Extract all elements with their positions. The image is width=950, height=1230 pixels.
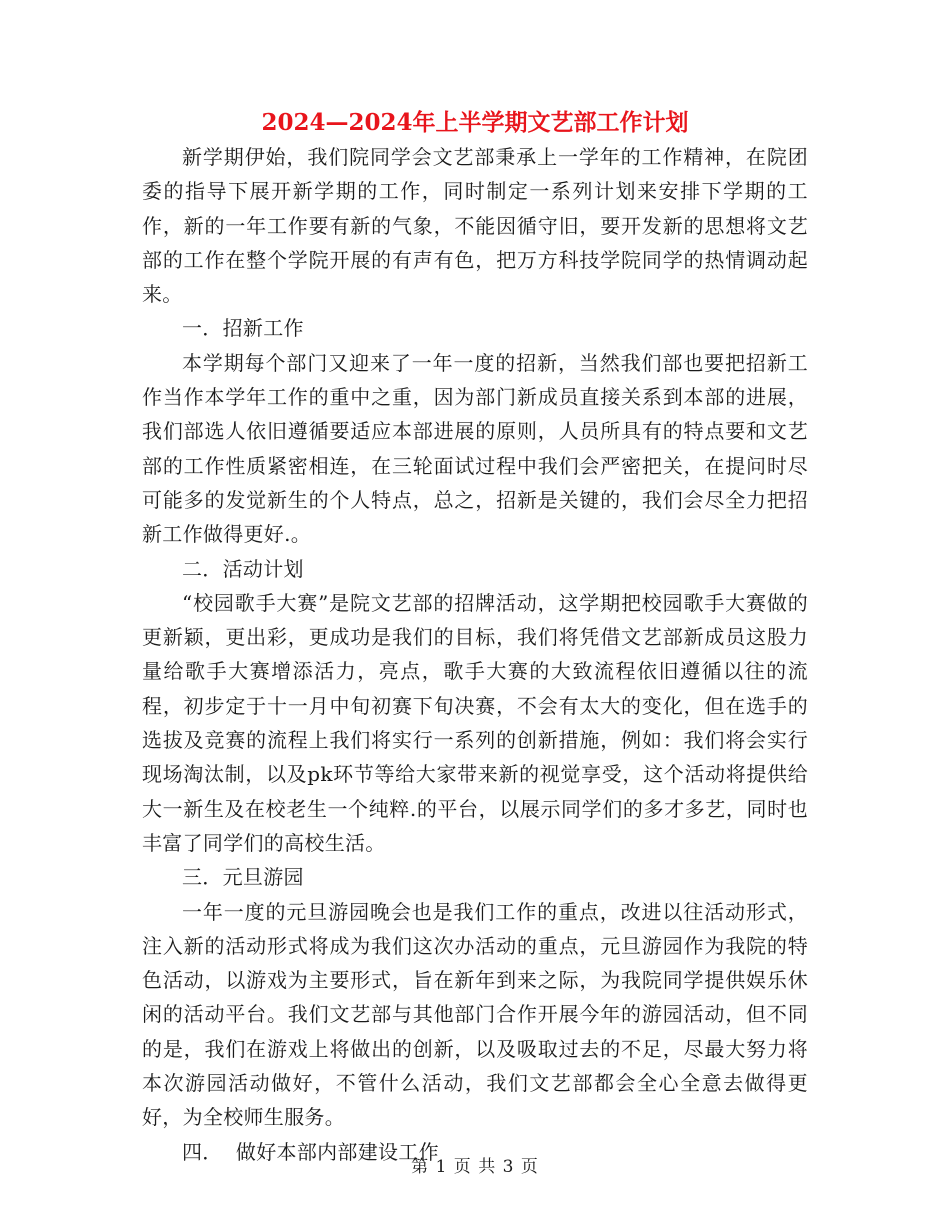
- section-heading-recruitment: 一．招新工作: [182, 316, 304, 341]
- intro-paragraph: 新学期伊始，我们院同学会文艺部秉承上一学年的工作精神，在院团委的指导下展开新学期的工作，同时制定一系列计划来安排下学期的工作，新的一年工作要有新的气象，不能因循守旧，要开发新的思想将文艺部的工作在整个学院开展的有声有色，把万方科技学院同学的热情调动起来。: [142, 145, 808, 307]
- section-body-new-year-fair: 一年一度的元旦游园晚会也是我们工作的重点，改进以往活动形式，注入新的活动形式将成为我们这次办活动的重点，元旦游园作为我院的特色活动，以游戏为主要形式，旨在新年到来之际，为我院同学提供娱乐休闲的活动平台。我们文艺部与其他部门合作开展今年的游园活动，但不同的是，我们在游戏上将做出的创新，以及吸取过去的不足，尽最大努力将本次游园活动做好，不管什么活动，我们文艺部都会全心全意去做得更好，为全校师生服务。: [142, 899, 808, 1130]
- section-body-recruitment: 本学期每个部门又迎来了一年一度的招新，当然我们部也要把招新工作当作本学年工作的重中之重，因为部门新成员直接关系到本部的进展，我们部选人依旧遵循要适应本部进展的原则，人员所具有的特点要和文艺部的工作性质紧密相连，在三轮面试过程中我们会严密把关，在提问时尽可能多的发觉新生的个人特点，总之，招新是关键的，我们会尽全力把招新工作做得更好.。: [142, 350, 808, 547]
- section-body-activity-plan: “校园歌手大赛”是院文艺部的招牌活动，这学期把校园歌手大赛做的更新颖，更出彩，更成功是我们的目标，我们将凭借文艺部新成员这股力量给歌手大赛增添活力，亮点，歌手大赛的大致流程依旧遵循以往的流程，初步定于十一月中旬初赛下旬决赛，不会有太大的变化，但在选手的选拔及竞赛的流程上我们将实行一系列的创新措施，例如：我们将会实行现场淘汰制，以及pk环节等给大家带来新的视觉享受，这个活动将提供给大一新生及在校老生一个纯粹.的平台，以展示同学们的多才多艺，同时也丰富了同学们的高校生活。: [142, 590, 808, 855]
- document-title: 2024—2024年上半学期文艺部工作计划: [261, 109, 689, 136]
- section-heading-internal-building: 四． 做好本部内部建设工作: [182, 1139, 439, 1164]
- section-heading-activity-plan: 二．活动计划: [182, 556, 304, 581]
- page-footer: 第 1 页 共 3 页: [411, 1157, 539, 1177]
- document-page: [142, 106, 808, 1169]
- section-heading-new-year-fair: 三．元旦游园: [182, 865, 304, 890]
